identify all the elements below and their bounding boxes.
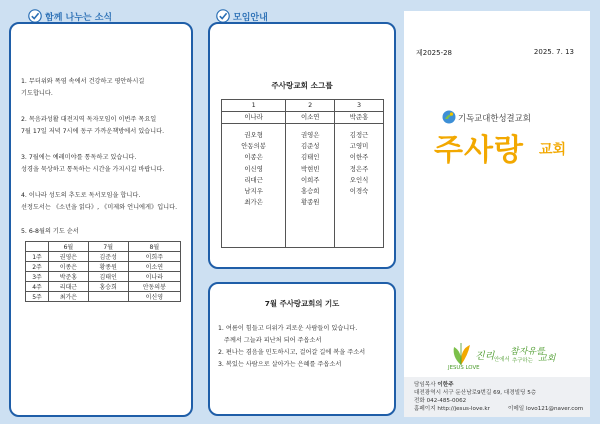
news-header-label: 함께 나누는 소식 xyxy=(45,12,113,23)
church-name: 주사랑 xyxy=(434,133,524,168)
table-cell: 홍승희 xyxy=(88,282,128,292)
bulletin-date: 2025. 7. 13 xyxy=(533,48,574,56)
group-member: 정은주 xyxy=(349,164,369,173)
group-member: 황종원 xyxy=(300,198,320,207)
group-leader: 이나라 xyxy=(222,112,286,124)
group-title: 주사랑교회 소그룹 xyxy=(271,81,333,90)
group-member: 김준성 xyxy=(300,142,320,151)
table-cell xyxy=(88,292,128,302)
group-member: 권영은 xyxy=(300,131,320,139)
table-row xyxy=(26,262,181,272)
news-item-line: 4. 이나라 성도의 추도로 독서모임을 합니다. xyxy=(21,192,141,199)
table-cell: 김준성 xyxy=(88,252,128,262)
denomination-name: 기독교대한성결교회 xyxy=(458,113,531,123)
prayer-panel xyxy=(208,282,396,416)
email-label: 이메일 xyxy=(508,406,525,412)
group-member: 홍승희 xyxy=(300,187,320,196)
table-cell: 1주 xyxy=(26,252,49,262)
group-number-row xyxy=(222,100,384,112)
leaf-icon xyxy=(448,341,474,367)
phone-line xyxy=(414,396,466,404)
group-members xyxy=(286,124,335,248)
church-name-suffix: 교회 xyxy=(539,142,567,158)
group-panel xyxy=(208,22,396,269)
prayer-item: 주께서 그늘과 피난처 되어 주옵소서 xyxy=(218,337,322,344)
news-item-line: 기도합니다. xyxy=(21,90,53,97)
group-members xyxy=(222,124,286,248)
group-leader: 박준홍 xyxy=(335,112,384,124)
group-leader-row xyxy=(222,112,384,124)
table-row xyxy=(26,252,181,262)
duty-table-header xyxy=(26,242,181,252)
group-header-label: 모임안내 xyxy=(233,12,268,23)
news-item-line: 1. 무더위와 폭염 속에서 건강하고 평안하시길 xyxy=(21,78,145,85)
duty-column-header xyxy=(26,242,49,252)
table-cell: 안동의봉 xyxy=(128,282,180,292)
duty-table xyxy=(25,241,181,302)
group-member: 오인식 xyxy=(349,175,369,184)
prayer-title: 7월 주사랑교회의 기도 xyxy=(264,299,340,308)
issue-number: 제2025-28 xyxy=(416,49,453,57)
news-panel xyxy=(9,22,193,417)
news-list xyxy=(21,76,181,214)
news-item xyxy=(21,190,181,214)
table-cell: 리대근 xyxy=(49,282,89,292)
prayer-list xyxy=(218,323,386,371)
table-cell: 김태인 xyxy=(88,272,128,282)
group-member: 박현빈 xyxy=(300,164,320,173)
duty-table-body xyxy=(26,252,181,302)
web-line xyxy=(414,404,490,412)
table-cell: 권영은 xyxy=(49,252,89,262)
group-member: 최가은 xyxy=(244,198,263,207)
table-row xyxy=(26,272,181,282)
group-table xyxy=(221,99,384,248)
group-member: 이종은 xyxy=(244,153,263,162)
group-member: 김정근 xyxy=(349,131,369,139)
news-item-line: 선정도서는 《소년을 읽다》, 《미제와 언니에게》입니다. xyxy=(21,204,178,211)
pastor-name: 이한주 xyxy=(437,382,454,388)
check-icon xyxy=(28,9,42,23)
news-item xyxy=(21,152,181,176)
slogan-part: 진리 xyxy=(475,351,495,362)
pastor-label: 담임목사 xyxy=(414,382,436,388)
group-member: 이희주 xyxy=(300,175,320,184)
table-cell: 2주 xyxy=(26,262,49,272)
prayer-item: 1. 여름이 힘들고 더위가 괴로운 사람들이 있습니다. xyxy=(218,325,358,332)
table-cell: 4주 xyxy=(26,282,49,292)
table-cell: 이나라 xyxy=(128,272,180,282)
news-section-header xyxy=(28,9,112,23)
prayer-item: 3. 복있는 사람으로 살아가는 은혜를 주옵소서 xyxy=(218,361,342,368)
slogan-part: 안에서 xyxy=(494,357,510,363)
duty-column-header: 6월 xyxy=(49,242,89,252)
group-number: 2 xyxy=(286,100,335,112)
group-number: 3 xyxy=(335,100,384,112)
church-address: 대전광역시 서구 둔산남로9번길 69, 대경빌딩 5층 xyxy=(414,390,537,396)
pastor-line xyxy=(414,380,454,388)
group-member: 이경숙 xyxy=(349,187,369,196)
group-section-header xyxy=(216,9,268,23)
news-item-line: 2. 목음과성활 대전지역 독자모임이 이번주 목요일 xyxy=(21,116,157,123)
duty-column-header: 7월 xyxy=(88,242,128,252)
web-label: 홈페이지 xyxy=(414,406,436,412)
group-member: 이한주 xyxy=(349,153,369,162)
duty-column-header: 8월 xyxy=(128,242,180,252)
bulletin-cover xyxy=(404,11,590,417)
table-cell: 이종은 xyxy=(49,262,89,272)
group-member: 남지우 xyxy=(244,187,263,196)
email-line xyxy=(508,404,583,412)
table-cell: 5주 xyxy=(26,292,49,302)
slogan-sub: JESUS LOVE xyxy=(448,365,480,371)
table-cell: 이소연 xyxy=(128,262,180,272)
news-item xyxy=(21,114,181,138)
check-icon xyxy=(216,9,230,23)
news-item-line: 7월 17일 저녁 7시에 동구 가까운책방에서 있습니다. xyxy=(21,128,165,135)
prayer-item: 2. 편나는 겸음을 민도하시고, 걸어갈 길에 복을 주소서 xyxy=(218,349,366,356)
news-item-line: 3. 7월에는 예레미야를 통독하고 있습니다. xyxy=(21,154,137,161)
table-cell: 이신영 xyxy=(128,292,180,302)
group-member: 리대근 xyxy=(244,175,263,184)
group-member-row xyxy=(222,124,384,248)
group-number: 1 xyxy=(222,100,286,112)
group-member: 김태인 xyxy=(300,153,320,162)
email-address[interactable]: lovo121@naver.com xyxy=(526,406,584,412)
table-cell: 이희주 xyxy=(128,252,180,262)
table-cell: 황종원 xyxy=(88,262,128,272)
group-member: 권오형 xyxy=(244,131,263,139)
duty-title: 5. 6-8월의 기도 순서 xyxy=(21,228,79,235)
denomination-logo-icon xyxy=(442,110,456,124)
slogan-part: 교회 xyxy=(538,354,556,364)
group-member: 이신영 xyxy=(244,164,263,173)
table-cell: 최가은 xyxy=(49,292,89,302)
group-leader: 이소연 xyxy=(286,112,335,124)
slogan-part: 참자유를 xyxy=(510,347,545,357)
table-cell: 박준홍 xyxy=(49,272,89,282)
news-item-line: 성경을 묵상하고 통독하는 시간을 가지시길 바랍니다. xyxy=(21,166,165,173)
table-cell: 3주 xyxy=(26,272,49,282)
group-member: 안동의봉 xyxy=(241,142,266,151)
slogan xyxy=(448,341,568,371)
news-item xyxy=(21,76,181,100)
group-member: 고영미 xyxy=(349,142,369,151)
phone-label: 전화 xyxy=(414,398,425,404)
web-link[interactable]: http://jesus-love.kr xyxy=(437,406,490,412)
table-row xyxy=(26,282,181,292)
phone-number: 042-485-0062 xyxy=(426,398,467,404)
slogan-part: 추구하는 xyxy=(512,358,533,364)
group-members xyxy=(335,124,384,248)
table-row xyxy=(26,292,181,302)
